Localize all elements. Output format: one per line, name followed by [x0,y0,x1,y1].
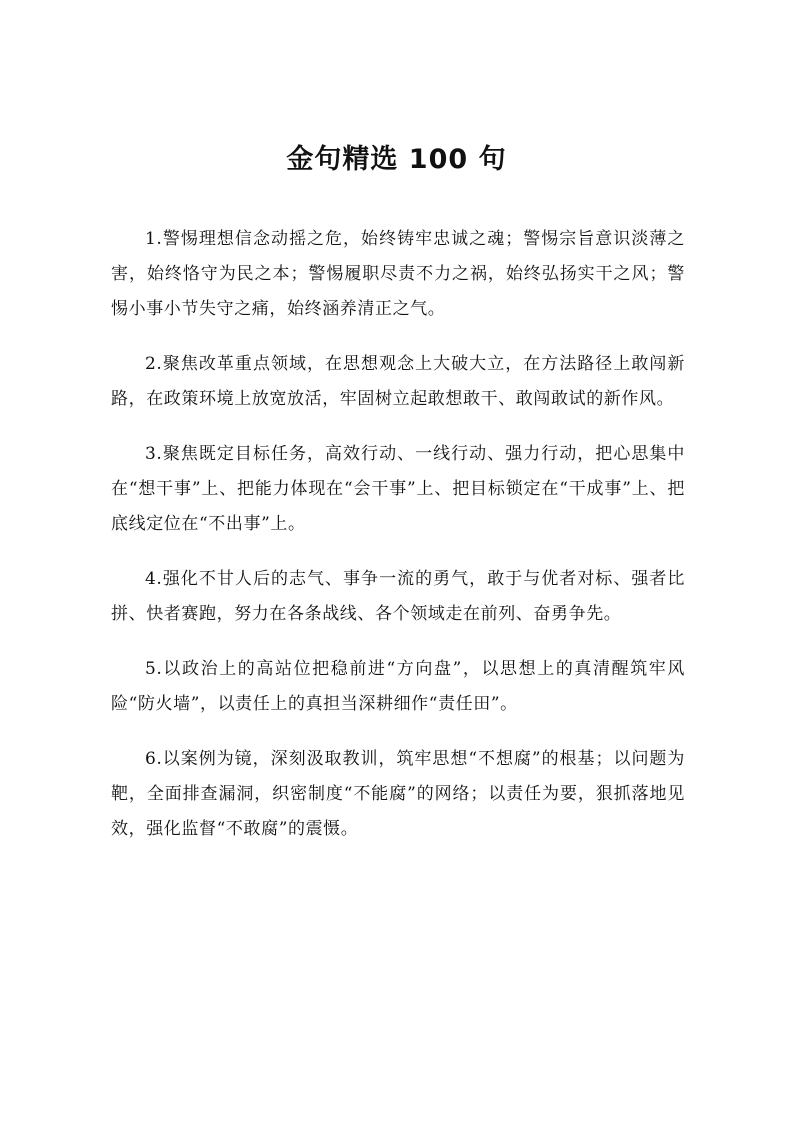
paragraph-5: 5.以政治上的高站位把稳前进“方向盘”，以思想上的真清醒筑牢风险“防火墙”，以责任上的真担当深耕细作“责任田”。 [111,659,685,714]
paragraph-1: 1.警惕理想信念动摇之危，始终铸牢忠诚之魂；警惕宗旨意识淡薄之害，始终恪守为民之本；警惕履职尽责不力之祸，始终弘扬实干之风；警惕小事小节失守之痛，始终涵养清正之气。 [111,229,685,319]
document-title: 金句精选 100 句 [286,144,507,175]
paragraph-6: 6.以案例为镜，深刻汲取教训，筑牢思想“不想腐”的根基；以问题为靶，全面排查漏洞，织密制度“不能腐”的网络；以责任为要，狠抓落地见效，强化监督“不敢腐”的震慑。 [111,749,685,839]
paragraph-3: 3.聚焦既定目标任务，高效行动、一线行动、强力行动，把心思集中在“想干事”上、把能力体现在“会干事”上、把目标锁定在“干成事”上、把底线定位在“不出事”上。 [111,444,685,534]
paragraph-2: 2.聚焦改革重点领域，在思想观念上大破大立，在方法路径上敢闯新路，在政策环境上放宽放活，牢固树立起敢想敢干、敢闯敢试的新作风。 [111,354,685,409]
document-body [111,222,685,867]
paragraph-4: 4.强化不甘人后的志气、事争一流的勇气，敢于与优者对标、强者比拼、快者赛跑，努力在各条战线、各个领域走在前列、奋勇争先。 [111,569,685,624]
